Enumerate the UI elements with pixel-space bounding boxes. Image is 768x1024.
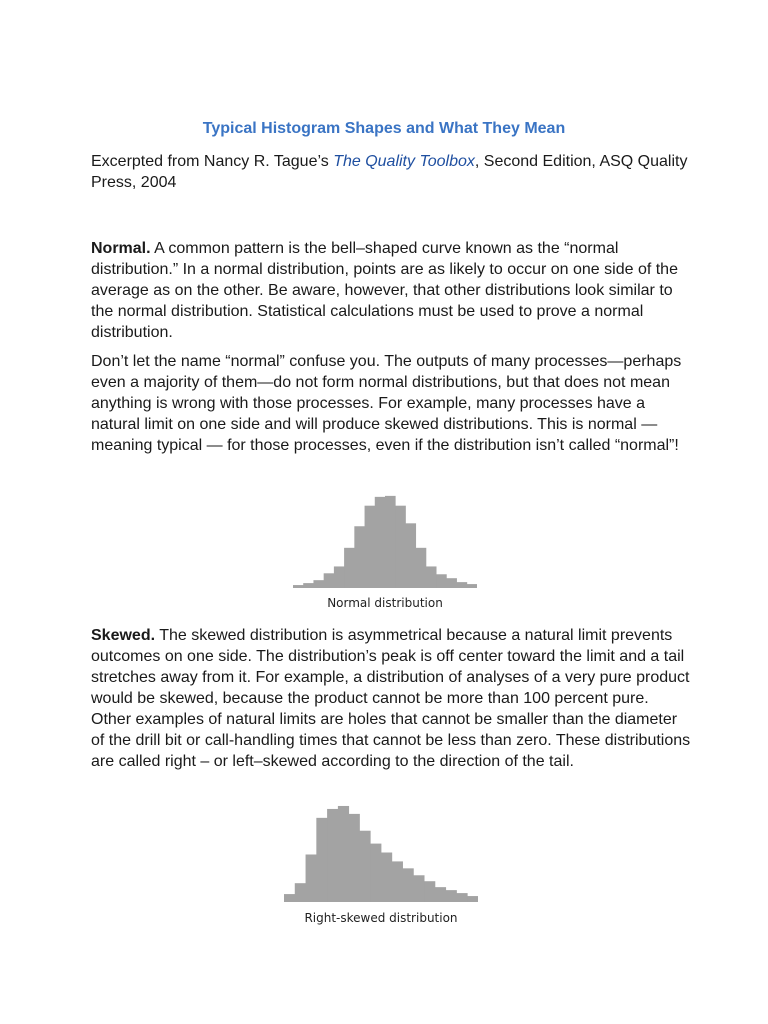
skewed-histogram-bar-14 [424, 881, 435, 902]
skewed-histogram-caption: Right-skewed distribution [304, 911, 458, 925]
skewed-histogram-bar-17 [456, 893, 467, 902]
normal-histogram-caption: Normal distribution [327, 596, 443, 610]
skewed-histogram-bar-16 [446, 890, 457, 902]
skewed-histogram-bar-18 [467, 896, 478, 902]
normal-histogram-bar-11 [395, 506, 406, 588]
skewed-histogram-bar-1 [284, 894, 295, 902]
skewed-histogram-bar-15 [435, 887, 446, 902]
normal-histogram-bar-18 [467, 584, 477, 588]
skewed-heading: Skewed. [91, 627, 156, 644]
document-title: Typical Histogram Shapes and What They Mean [202, 120, 566, 137]
normal-histogram-bar-5 [334, 566, 345, 588]
skewed-histogram [284, 803, 478, 902]
skewed-histogram-bar-10 [381, 853, 392, 903]
normal-histogram-bar-7 [354, 526, 365, 588]
skewed-histogram-bar-7 [349, 814, 360, 902]
skewed-text: The skewed distribution is asymmetrical because a natural limit prevents outcomes on one side. The distribution’s peak is off center toward the limit and a tail stretches away from it. For example, a distribution of analyses of a very pure product would be skewed, because the product cannot be more than 100 percent pure. Other examples of natural limits are holes that cannot be smaller than the diameter of the drill bit or call-handling times that cannot be less than zero. These distributions are called right – or left–skewed according to the direction of the tail. [91, 627, 691, 770]
normal-heading: Normal. [91, 240, 151, 257]
source-citation [91, 151, 691, 193]
skewed-histogram-bar-5 [327, 809, 338, 902]
skewed-histogram-figure [284, 803, 478, 902]
citation-prefix: Excerpted from Nancy R. Tague’s [91, 153, 334, 170]
normal-histogram-bar-16 [446, 578, 457, 588]
normal-histogram-bar-4 [324, 573, 335, 588]
skewed-histogram-bar-3 [306, 854, 317, 902]
normal-paragraph [91, 238, 691, 343]
skewed-histogram-bar-12 [403, 868, 414, 902]
normal-histogram-bar-8 [365, 506, 376, 588]
skewed-histogram-bar-13 [413, 875, 424, 902]
skewed-histogram-bar-4 [316, 818, 327, 902]
normal-text-2: Don’t let the name “normal” confuse you. The outputs of many processes—perhaps even a majority of them—do not form normal distributions, but that does not mean anything is wrong with those processes. For example, many processes have a natural limit on one side and will produce skewed distributions. This is normal — meaning typical — for those processes, even if the distribution isn’t called “normal”! [91, 353, 682, 454]
normal-histogram-figure [293, 490, 477, 588]
skewed-histogram-bar-9 [370, 844, 381, 902]
skewed-histogram-bar-6 [338, 806, 349, 902]
normal-text: A common pattern is the bell–shaped curve known as the “normal distribution.” In a normal distribution, points are as likely to occur on one side of the average as on the other. Be aware, however, that other distributions look similar to the normal distribution. Statistical calculations must be used to prove a normal distribution. [91, 240, 678, 341]
normal-histogram-bar-1 [293, 585, 304, 588]
normal-histogram-bar-13 [416, 548, 427, 588]
normal-histogram-bar-9 [375, 497, 386, 588]
normal-histogram-bar-10 [385, 496, 396, 588]
skewed-histogram-bar-2 [295, 883, 306, 902]
citation-suffix: , Second Edition, ASQ Quality Press, 2004 [91, 153, 688, 191]
book-title: The Quality Toolbox [333, 153, 475, 170]
normal-histogram-bar-2 [303, 583, 314, 588]
skewed-histogram-bar-11 [392, 861, 403, 902]
normal-histogram-bar-14 [426, 566, 437, 588]
normal-paragraph-2 [91, 351, 691, 456]
skewed-paragraph [91, 625, 691, 772]
normal-histogram-bar-3 [313, 580, 324, 588]
skewed-histogram-bar-8 [359, 831, 370, 902]
normal-histogram-bar-12 [405, 523, 416, 588]
normal-histogram-bar-6 [344, 548, 355, 588]
normal-histogram-bar-15 [436, 574, 447, 588]
normal-histogram-bar-17 [457, 582, 468, 588]
normal-histogram [293, 490, 477, 588]
